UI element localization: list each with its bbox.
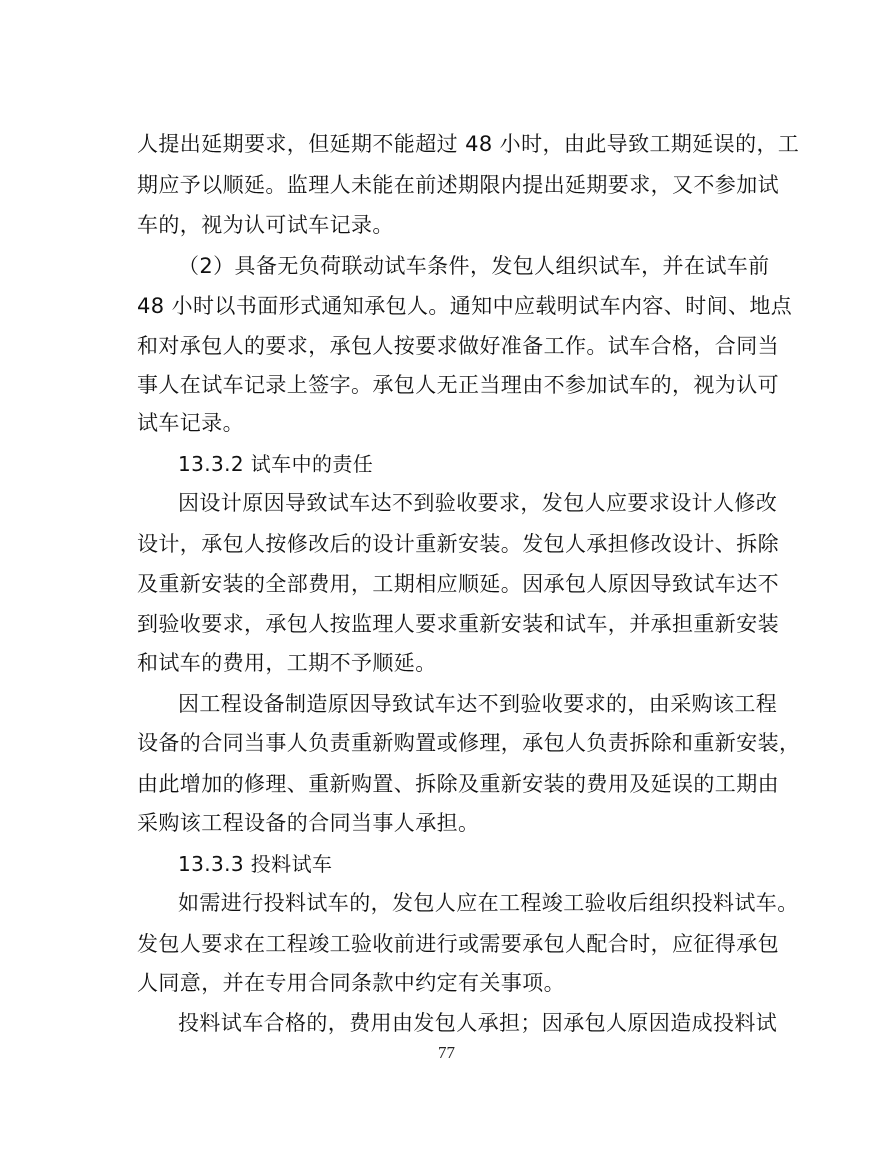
text-line: 48 小时以书面形式通知承包人。通知中应载明试车内容、时间、地点 [137,294,793,318]
text-line: 采购该工程设备的合同当事人承担。 [137,811,480,835]
text-line: 因设计原因导致试车达不到验收要求，发包人应要求设计人修改 [178,491,778,515]
text-line: 及重新安装的全部费用，工期相应顺延。因承包人原因导致试车达不 [137,572,779,596]
text-line: 事人在试车记录上签字。承包人无正当理由不参加试车的，视为认可 [137,373,779,397]
text-line: 设备的合同当事人负责重新购置或修理，承包人负责拆除和重新安装， [137,731,801,755]
section-heading: 13.3.2 试车中的责任 [178,452,374,476]
text-line: 期应予以顺延。监理人未能在前述期限内提出延期要求，又不参加试 [137,173,779,197]
text-line: 人提出延期要求，但延期不能超过 48 小时，由此导致工期延误的，工 [137,132,800,156]
text-line: 投料试车合格的，费用由发包人承担；因承包人原因造成投料试 [178,1011,778,1035]
page-number: 77 [438,1043,455,1062]
section-heading: 13.3.3 投料试车 [178,852,333,876]
text-line: 发包人要求在工程竣工验收前进行或需要承包人配合时，应征得承包 [137,932,779,956]
text-line: （2）具备无负荷联动试车条件，发包人组织试车，并在试车前 [178,254,770,278]
text-line: 试车记录。 [137,411,244,435]
text-line: 到验收要求，承包人按监理人要求重新安装和试车，并承担重新安装 [137,612,779,636]
text-line: 设计，承包人按修改后的设计重新安装。发包人承担修改设计、拆除 [137,532,779,556]
text-line: 由此增加的修理、重新购置、拆除及重新安装的费用及延误的工期由 [137,772,779,796]
text-line: 如需进行投料试车的，发包人应在工程竣工验收后组织投料试车。 [178,891,799,915]
text-line: 人同意，并在专用合同条款中约定有关事项。 [137,971,565,995]
text-line: 和对承包人的要求，承包人按要求做好准备工作。试车合格，合同当 [137,334,779,358]
text-line: 因工程设备制造原因导致试车达不到验收要求的，由采购该工程 [178,692,778,716]
text-line: 和试车的费用，工期不予顺延。 [137,651,437,675]
text-line: 车的，视为认可试车记录。 [137,213,394,237]
